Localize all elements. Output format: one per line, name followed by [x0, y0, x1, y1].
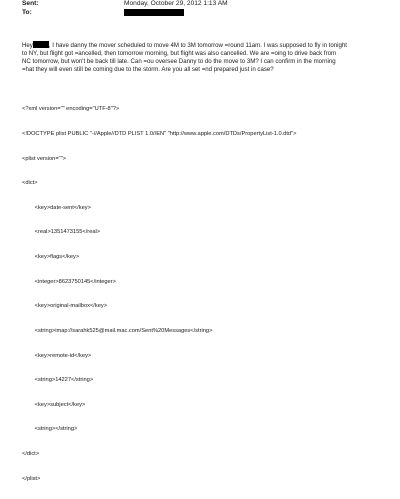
xml-line: <dict>: [22, 180, 38, 187]
xml-line: <plist version="">: [22, 155, 67, 162]
xml-line: <integer>8623750145</integer>: [22, 278, 116, 285]
xml-line: <key>date-sent</key>: [22, 204, 91, 211]
xml-line: </dict>: [22, 450, 40, 457]
sent-value: Monday, October 29, 2012 1:13 AM: [124, 0, 228, 7]
body-line-1-text: , I have danny the mover scheduled to move 4M to 3M tomorrow =round 11am. I was supposed to fly in tonight: [48, 42, 347, 49]
greeting-text: Hey: [22, 42, 33, 49]
xml-line: <!DOCTYPE plist PUBLIC "-//Apple//DTD PLIST 1.0//EN" "http://www.apple.com/DTDs/PropertyList-1.0.dtd">: [22, 131, 297, 138]
body-line-4: =hat they will even still be coming due to the storm. Are you all set =nd prepared just in case?: [22, 66, 274, 73]
xml-line: <string>imap://sarahk525@mail.mac.com/Sent%20Messages</string>: [22, 327, 213, 334]
xml-line: </plist>: [22, 475, 41, 482]
xml-line: <string></string>: [22, 426, 78, 433]
xml-line: <key>subject</key>: [22, 401, 86, 408]
xml-line: <key>remote-id</key>: [22, 352, 92, 359]
xml-line: <key>original-mailbox</key>: [22, 303, 108, 310]
email-body: [22, 41, 374, 74]
plist-xml-block: [22, 89, 296, 499]
xml-line: <real>1351473155</real>: [22, 229, 101, 236]
to-label: To:: [22, 9, 32, 16]
body-line-2: to NY, but flight got =ancelled, then tomorrow morning, but flight was also cancelled. We are =oing to drive back from: [22, 50, 337, 57]
xml-line: <key>flags</key>: [22, 254, 80, 261]
xml-line: <?xml version="" encoding="UTF-8"?>: [22, 106, 120, 113]
name-redaction-block: [33, 41, 49, 48]
body-line-3: NC tomorrow, but won't be back till late. Can =ou oversee Danny to do the move to 3M? I can confirm in the morning: [22, 58, 336, 65]
sent-label: Sent:: [22, 0, 39, 7]
body-line-1: [22, 41, 374, 50]
to-redaction-block: [124, 9, 184, 16]
xml-line: <string>14227</string>: [22, 377, 94, 384]
